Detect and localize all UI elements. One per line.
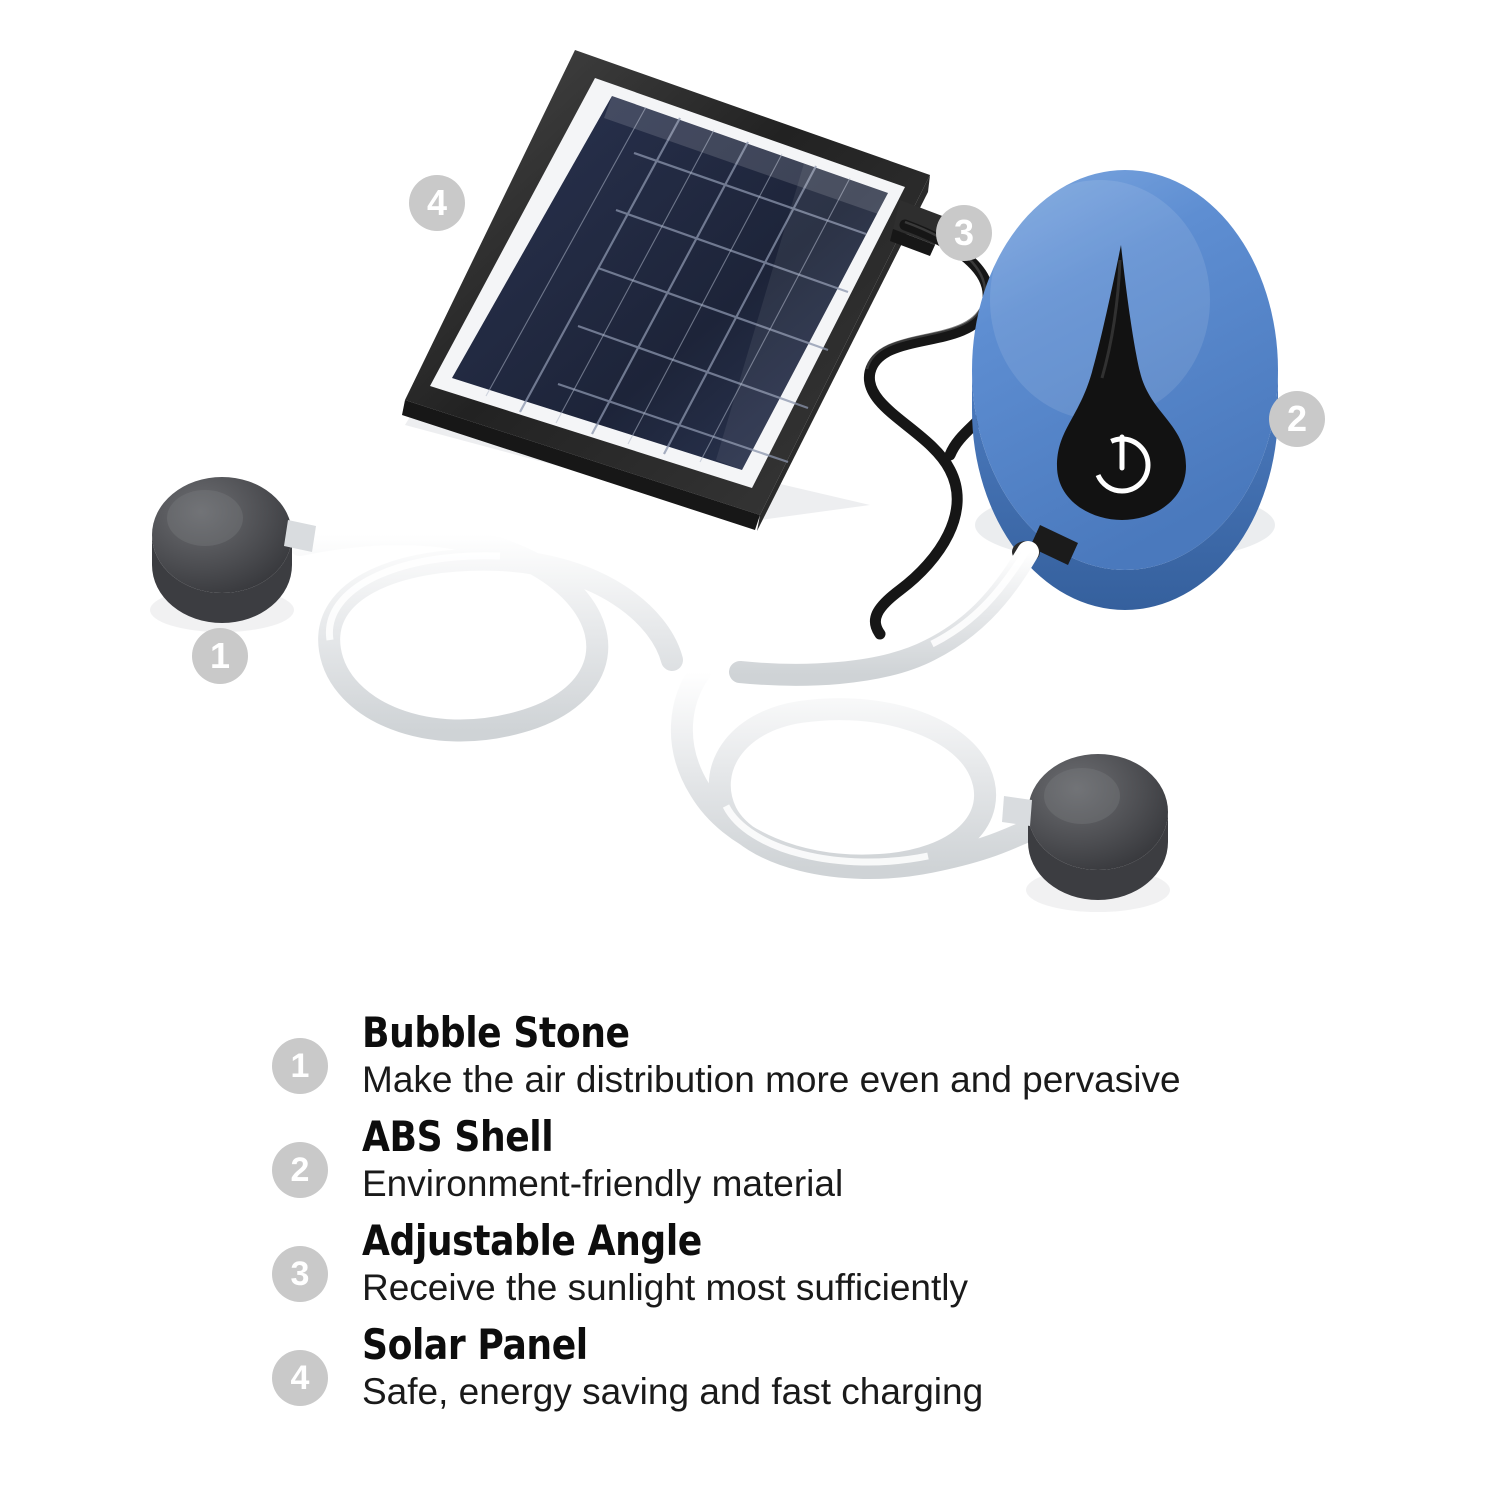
legend-title-4: Solar Panel <box>362 1320 588 1369</box>
legend-title-1: Bubble Stone <box>362 1008 630 1057</box>
legend-item-bubble-stone <box>0 1010 1500 1110</box>
bubble-stone-left <box>150 477 316 632</box>
callout-2: 2 <box>1269 391 1325 447</box>
air-pump <box>972 170 1278 610</box>
legend-badge-2: 2 <box>272 1142 328 1198</box>
legend-badge-3: 3 <box>272 1246 328 1302</box>
legend-badge-4: 4 <box>272 1350 328 1406</box>
callout-3: 3 <box>936 205 992 261</box>
feature-legend <box>0 1010 1500 1500</box>
legend-text-2 <box>362 1114 843 1206</box>
legend-description-3: Receive the sunlight most sufficiently <box>362 1267 969 1309</box>
legend-item-adjustable-angle <box>0 1218 1500 1318</box>
legend-item-solar-panel <box>0 1322 1500 1422</box>
legend-description-2: Environment-friendly material <box>362 1163 844 1205</box>
legend-text-3 <box>362 1218 968 1310</box>
callout-4: 4 <box>409 175 465 231</box>
legend-text-4 <box>362 1322 983 1414</box>
legend-description-4: Safe, energy saving and fast charging <box>362 1371 984 1413</box>
legend-item-abs-shell <box>0 1114 1500 1214</box>
legend-title-2: ABS Shell <box>362 1112 554 1161</box>
legend-badge-1: 1 <box>272 1038 328 1094</box>
air-tubing <box>300 534 1030 868</box>
callout-1: 1 <box>192 628 248 684</box>
solar-panel <box>402 50 945 531</box>
legend-description-1: Make the air distribution more even and pervasive <box>362 1059 1181 1101</box>
legend-title-3: Adjustable Angle <box>362 1216 702 1265</box>
legend-text-1 <box>362 1010 1181 1102</box>
